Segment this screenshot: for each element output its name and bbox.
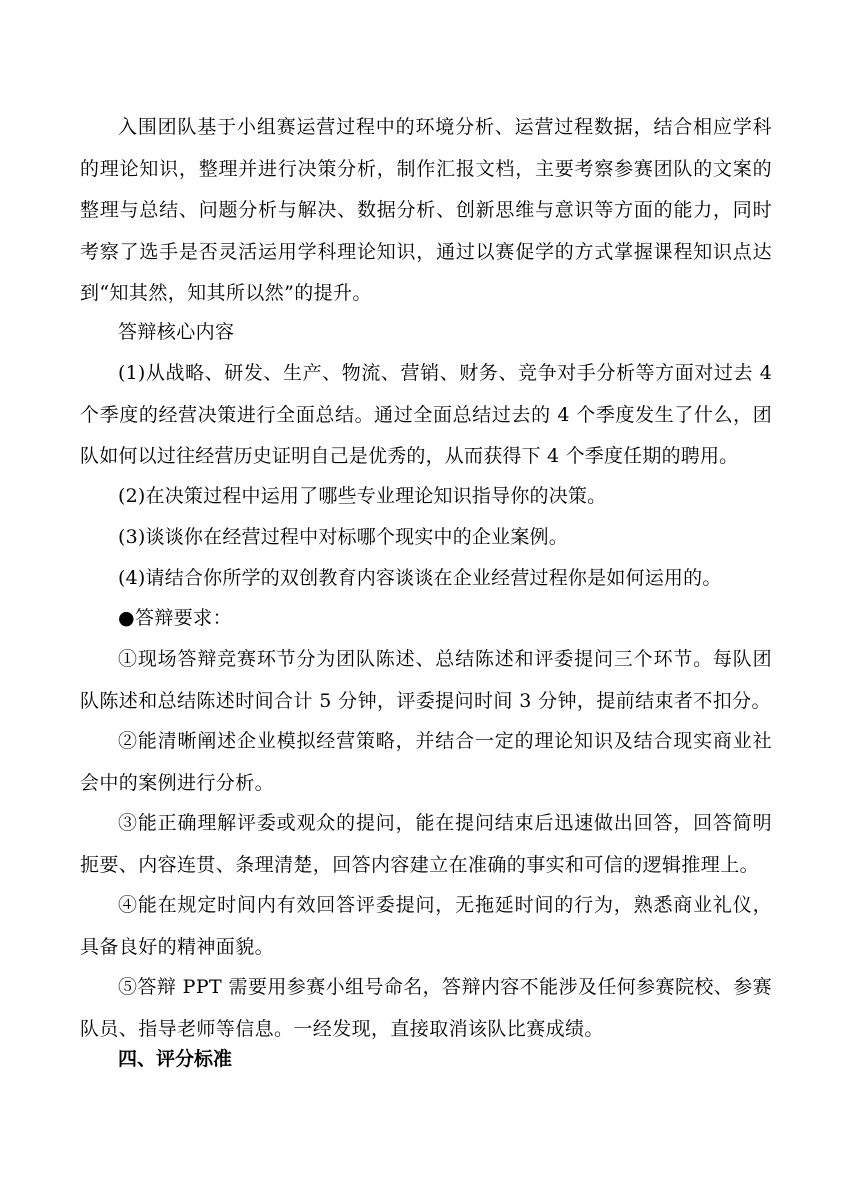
intro-paragraph: 入围团队基于小组赛运营过程中的环境分析、运营过程数据，结合相应学科的理论知识，整理并进行决策分析，制作汇报文档，主要考察参赛团队的文案的整理与总结、问题分析与解决、数据分析、创新思维与意识等方面的能力，同时考察了选手是否灵活运用学科理论知识，通过以赛促学的方式掌握课程知识点达到“知其然，知其所以然”的提升。 <box>80 116 772 304</box>
requirement-item-1: ①现场答辩竞赛环节分为团队陈述、总结陈述和评委提问三个环节。每队团队陈述和总结陈述时间合计 5 分钟，评委提问时间 3 分钟，提前结束者不扣分。 <box>80 648 772 712</box>
requirement-item-3: ③能正确理解评委或观众的提问，能在提问结束后迅速做出回答，回答简明扼要、内容连贯、条理清楚，回答内容建立在准确的事实和可信的逻辑推理上。 <box>80 812 772 876</box>
core-item-2: (2)在决策过程中运用了哪些专业理论知识指导你的决策。 <box>118 485 607 507</box>
core-item-1: (1)从战略、研发、生产、物流、营销、财务、竞争对手分析等方面对过去 4 个季度的经营决策进行全面总结。通过全面总结过去的 4 个季度发生了什么，团队如何以过往经营历史证明自己是优秀的，从而获得下 4 个季度任期的聘用。 <box>80 362 772 467</box>
requirements-title: ●答辩要求： <box>118 607 232 629</box>
requirement-item-2: ②能清晰阐述企业模拟经营策略，并结合一定的理论知识及结合现实商业社会中的案例进行分析。 <box>80 730 772 794</box>
core-item-3: (3)谈谈你在经营过程中对标哪个现实中的企业案例。 <box>118 526 568 548</box>
section-heading-scoring: 四、评分标准 <box>118 1048 233 1070</box>
core-content-title: 答辩核心内容 <box>118 321 235 343</box>
requirement-item-5: ⑤答辩 PPT 需要用参赛小组号命名，答辩内容不能涉及任何参赛院校、参赛队员、指导老师等信息。一经发现，直接取消该队比赛成绩。 <box>80 976 772 1040</box>
requirement-item-4: ④能在规定时间内有效回答评委提问，无拖延时间的行为，熟悉商业礼仪，具备良好的精神面貌。 <box>80 894 772 958</box>
core-item-4: (4)请结合你所学的双创教育内容谈谈在企业经营过程你是如何运用的。 <box>118 567 722 589</box>
